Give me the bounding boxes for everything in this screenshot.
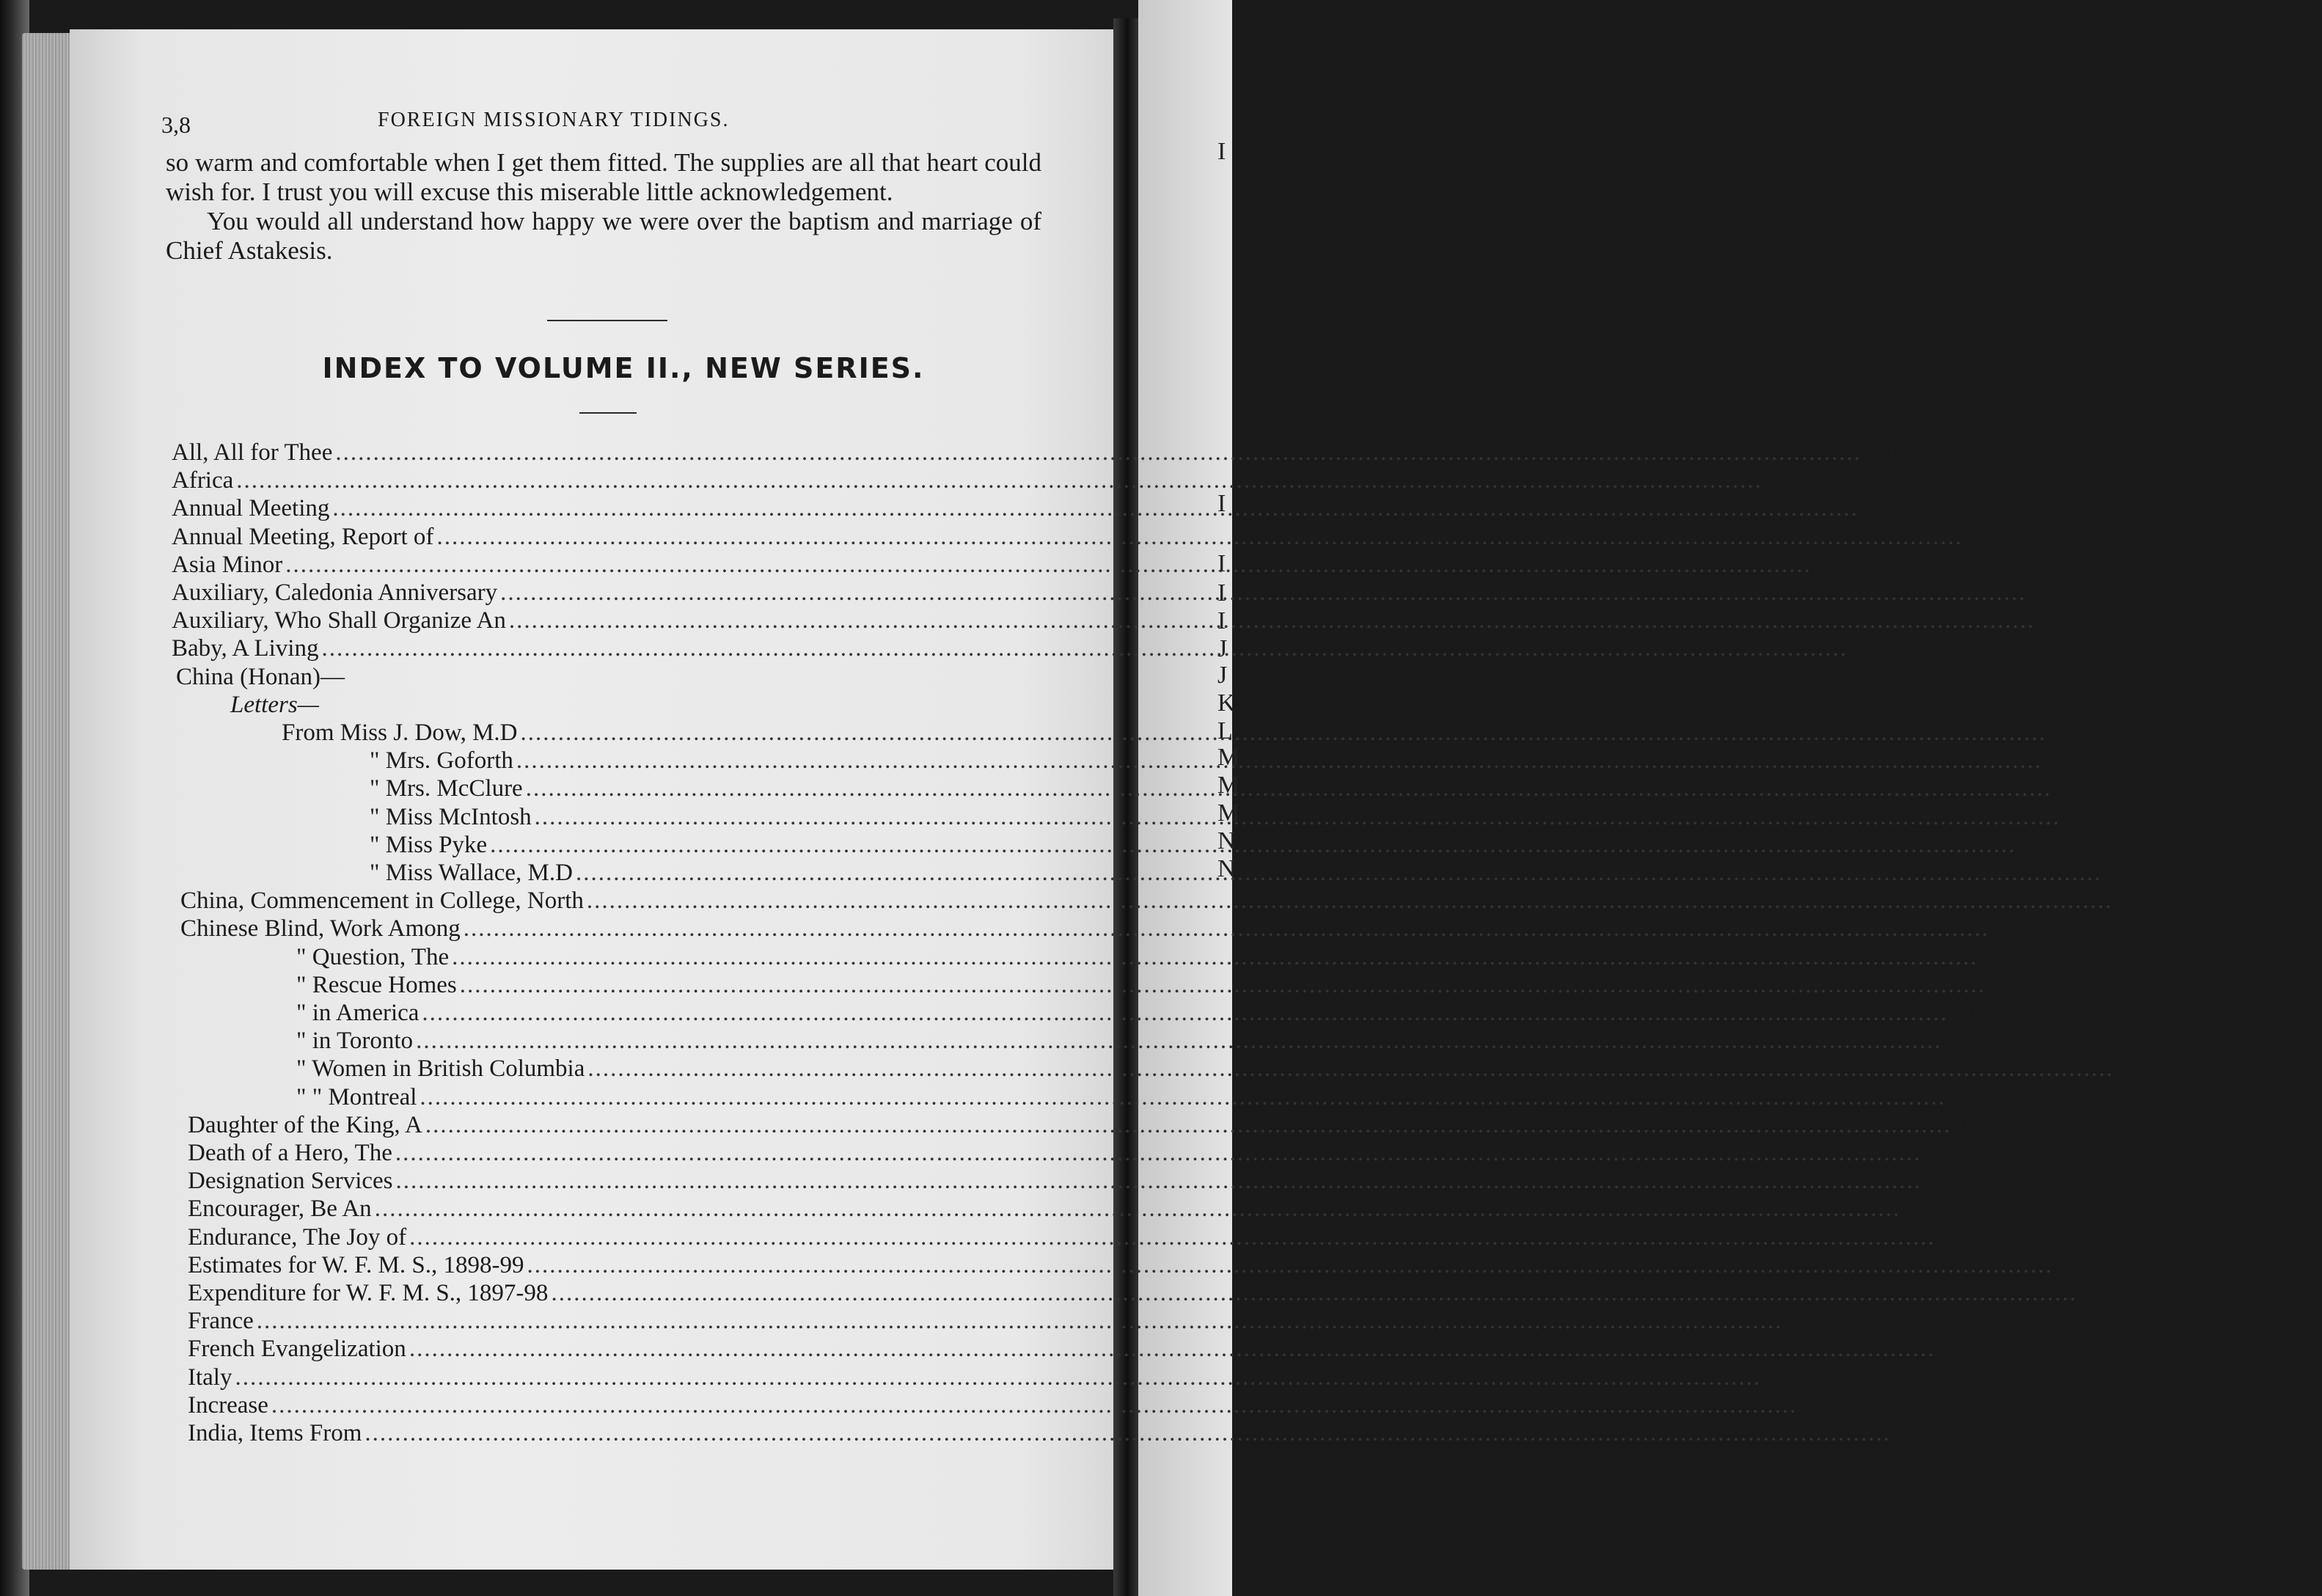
index-entry: [296, 1027, 1978, 1055]
index-entry-pages: 237: [2049, 721, 2083, 745]
index-entry-pages: 14, 216: [2063, 805, 2130, 830]
index-entry: [370, 803, 2130, 831]
index-entry-title: Letters—: [230, 691, 320, 718]
index-entry: [296, 1083, 1982, 1111]
leader-dots: [527, 1251, 2053, 1279]
index-entry: [176, 663, 1052, 691]
right-page-letter: I: [1217, 607, 1226, 634]
index-entry-pages: 82: [1980, 945, 2003, 970]
index-entry-pages: 77: [1785, 1309, 1808, 1334]
right-page-letter: L: [1217, 717, 1233, 744]
index-entry-title: Daughter of the King, A: [188, 1111, 422, 1138]
leader-dots: [490, 831, 2016, 859]
index-entry: [370, 859, 2182, 887]
index-entry-title: Baby, A Living: [172, 635, 319, 662]
leader-dots: [271, 1391, 1798, 1419]
leader-dots: [335, 439, 1861, 466]
index-entry: [172, 439, 1898, 466]
leader-dots: [521, 719, 2047, 747]
index-entry: [188, 1391, 2109, 1419]
leader-dots: [436, 523, 1963, 551]
index-entry: [188, 1251, 2090, 1279]
index-entry-title: " Women in British Columbia: [296, 1055, 585, 1083]
leader-dots: [365, 1419, 1891, 1447]
index-entry: [188, 1307, 1808, 1335]
index-entry-title: French Evangelization: [188, 1336, 406, 1363]
index-entry-pages: 150: [2115, 889, 2149, 914]
leader-dots: [235, 1363, 1761, 1391]
right-page-letter: J: [1217, 635, 1228, 662]
leader-dots: [464, 915, 1990, 942]
index-entry-pages: 93, 94, 109: [1765, 469, 1865, 494]
index-entry-pages: 316: [1951, 1001, 1985, 1025]
index-entry-pages: 268: [1903, 1197, 1937, 1222]
leader-dots: [425, 1111, 1952, 1139]
index-entry: [180, 915, 2015, 942]
title-divider: [579, 412, 637, 414]
index-entry-title: Expenditure for W. F. M. S., 1897-98: [188, 1280, 549, 1306]
index-entry-pages: 3, 67, 131, 193, 259, 289, 321, 353: [1800, 1393, 2109, 1418]
index-entry-pages: 161: [1864, 441, 1898, 465]
page-number: 3,8: [161, 111, 191, 138]
leader-dots: [375, 1195, 1901, 1223]
leader-dots: [535, 803, 2061, 831]
index-entry-pages: 194: [2037, 609, 2071, 634]
right-page-letter: N: [1217, 827, 1236, 854]
index-entry: [188, 1223, 1971, 1251]
index-entry-title: " in Toronto: [296, 1028, 414, 1055]
right-page-letter: N: [1217, 855, 1236, 882]
index-entry-title: Annual Meeting: [172, 495, 330, 522]
index-entry-title: " Miss Pyke: [370, 831, 488, 858]
index-entry: [296, 999, 1985, 1027]
index-entry: [296, 943, 2003, 971]
right-page-letter: I: [1217, 550, 1226, 577]
leader-dots: [257, 1307, 1783, 1335]
index-entry-pages: 201: [2056, 1253, 2090, 1278]
index-entry: [172, 579, 2062, 607]
index-entry-title: " Rescue Homes: [296, 971, 457, 998]
index-entry-title: " Question, The: [296, 943, 450, 970]
index-entry-title: China (Honan)—: [176, 663, 345, 690]
index-entry-title: Increase: [188, 1391, 268, 1419]
index-entry: [230, 691, 1052, 719]
leader-dots: [321, 634, 1847, 662]
index-entry-pages: 217, 307: [2104, 861, 2182, 885]
index-entry-pages: 327: [2117, 1057, 2150, 1082]
index-entry-title: " Mrs. Goforth: [370, 747, 513, 775]
index-entry-title: Asia Minor: [172, 551, 283, 578]
index-entry: [188, 1139, 1946, 1167]
right-page-letter: M: [1217, 744, 1240, 771]
index-entry: [188, 1279, 2158, 1307]
index-title: INDEX TO VOLUME II., NEW SERIES.: [322, 352, 925, 384]
index-entry: [188, 1167, 2002, 1195]
leader-dots: [395, 1139, 1922, 1167]
leader-dots: [587, 887, 2113, 915]
index-entry-title: Africa: [172, 467, 234, 494]
index-entry-title: France: [188, 1308, 254, 1335]
index-entry: [188, 1111, 1988, 1139]
index-entry-title: Annual Meeting, Report of: [172, 523, 434, 550]
index-entry-pages: 75: [1764, 1365, 1787, 1390]
leader-dots: [452, 943, 1978, 971]
right-page-letter: I: [1217, 490, 1226, 517]
leader-dots: [409, 1335, 1935, 1363]
index-entry-pages: 15: [2018, 832, 2041, 857]
index-entry-title: " " Montreal: [296, 1083, 417, 1110]
letter-paragraph: so warm and comfortable when I get them fitted. The supplies are all that heart could wish for. I trust you will excuse this miserable little acknowledgement.: [166, 148, 1041, 206]
index-entry: [370, 775, 2077, 802]
index-entry-title: Endurance, The Joy of: [188, 1223, 407, 1251]
index-entry-pages: 335: [1988, 973, 2022, 997]
leader-dots: [420, 1083, 1946, 1111]
index-entry-pages: 17: [1924, 1141, 1946, 1165]
index-entry-pages: 168: [1954, 1113, 1988, 1138]
index-entry-title: All, All for Thee: [172, 439, 333, 466]
index-entry: [188, 1195, 1937, 1223]
leader-dots: [551, 1279, 2077, 1307]
index-entry-pages: 334: [1944, 1029, 1978, 1054]
index-entry-pages: 46, 238, 273, 337: [2045, 749, 2200, 774]
leader-dots: [576, 859, 2102, 887]
index-entry-title: Estimates for W. F. M. S., 1898-99: [188, 1251, 524, 1278]
index-entry-title: From Miss J. Dow, M.D: [282, 720, 518, 746]
index-entry: [172, 494, 1961, 522]
leader-dots: [416, 1027, 1942, 1055]
letter-text: [166, 148, 1041, 266]
leader-dots: [500, 579, 2026, 607]
index-entry-pages: 259: [2029, 581, 2062, 605]
index-entry-pages: 331: [1949, 1085, 1982, 1110]
index-entry: [172, 607, 2071, 634]
index-entry-pages: 134, 164: [1924, 1169, 2002, 1194]
index-entry-pages: 196, 324: [2080, 1281, 2158, 1306]
index-entry: [172, 551, 1847, 579]
index-entry-title: " Mrs. McClure: [370, 775, 523, 802]
index-entry-pages: 230: [1938, 1337, 1971, 1362]
index-entry: [188, 1363, 1787, 1391]
index-entry-title: Italy: [188, 1363, 232, 1391]
leader-dots: [526, 775, 2052, 802]
index-entry-pages: 50: [1992, 917, 2015, 942]
leader-dots: [396, 1167, 1922, 1195]
index-entry: [188, 1419, 2322, 1447]
index-entry: [172, 523, 1988, 551]
leader-dots: [422, 999, 1948, 1027]
right-page-letter: M: [1217, 772, 1240, 799]
index-entry-title: Designation Services: [188, 1168, 393, 1195]
index-entry: [180, 887, 2149, 915]
index-entry: [172, 634, 1884, 662]
leader-dots: [236, 466, 1762, 494]
index-entry-title: " in America: [296, 1000, 420, 1026]
leader-dots: [409, 1223, 1935, 1251]
index-entry: [296, 971, 2022, 999]
index-entry-pages: 36: [1966, 524, 1988, 549]
right-page-letter: K: [1217, 689, 1236, 717]
index-entry-pages: 81: [2054, 777, 2077, 802]
index-entry-title: " Miss McIntosh: [370, 803, 532, 830]
leader-dots: [285, 551, 1812, 579]
right-page-letter: M: [1217, 799, 1240, 827]
index-entry-pages: 10, 14, 48, 80, 119, 120, 148, 218, 232, 342, 343: [1894, 1421, 2322, 1446]
index-entry-title: China, Commencement in College, North: [180, 887, 584, 915]
index-entry-title: Auxiliary, Who Shall Organize An: [172, 607, 506, 634]
index-entry-title: Chinese Blind, Work Among: [180, 915, 461, 942]
letter-paragraph: You would all understand how happy we were over the baptism and marriage of Chief Astakesis.: [166, 207, 1041, 265]
index-entry-title: Death of a Hero, The: [188, 1140, 392, 1166]
section-divider: [547, 320, 667, 321]
index-entry: [370, 831, 2041, 859]
leader-dots: [332, 494, 1858, 522]
running-title: FOREIGN MISSIONARY TIDINGS.: [378, 109, 730, 131]
index-entry-pages: 172: [1850, 637, 1884, 662]
index-entry: [370, 747, 2200, 775]
right-page-letter: I: [1217, 579, 1226, 607]
leader-dots: [509, 607, 2035, 634]
index-entry: [188, 1335, 1971, 1363]
leader-dots: [587, 1055, 2114, 1083]
index-entry-pages: 6, 323, 355: [1861, 497, 1961, 521]
index-entry: [282, 719, 2083, 747]
leader-dots: [516, 747, 2043, 775]
index-entry-title: India, Items From: [188, 1420, 362, 1446]
right-page-letter: I: [1217, 138, 1226, 165]
index-entry: [172, 466, 1865, 494]
index-entry-pages: 157: [1938, 1225, 1971, 1250]
index-entry-title: " Miss Wallace, M.D: [370, 860, 573, 886]
index-entry: [296, 1055, 2150, 1083]
right-page-letter: J: [1217, 662, 1228, 689]
index-entry-pages: 281: [1814, 552, 1847, 577]
leader-dots: [460, 971, 1986, 999]
index-entry-title: Auxiliary, Caledonia Anniversary: [172, 579, 498, 606]
index-entry-title: Encourager, Be An: [188, 1196, 372, 1223]
